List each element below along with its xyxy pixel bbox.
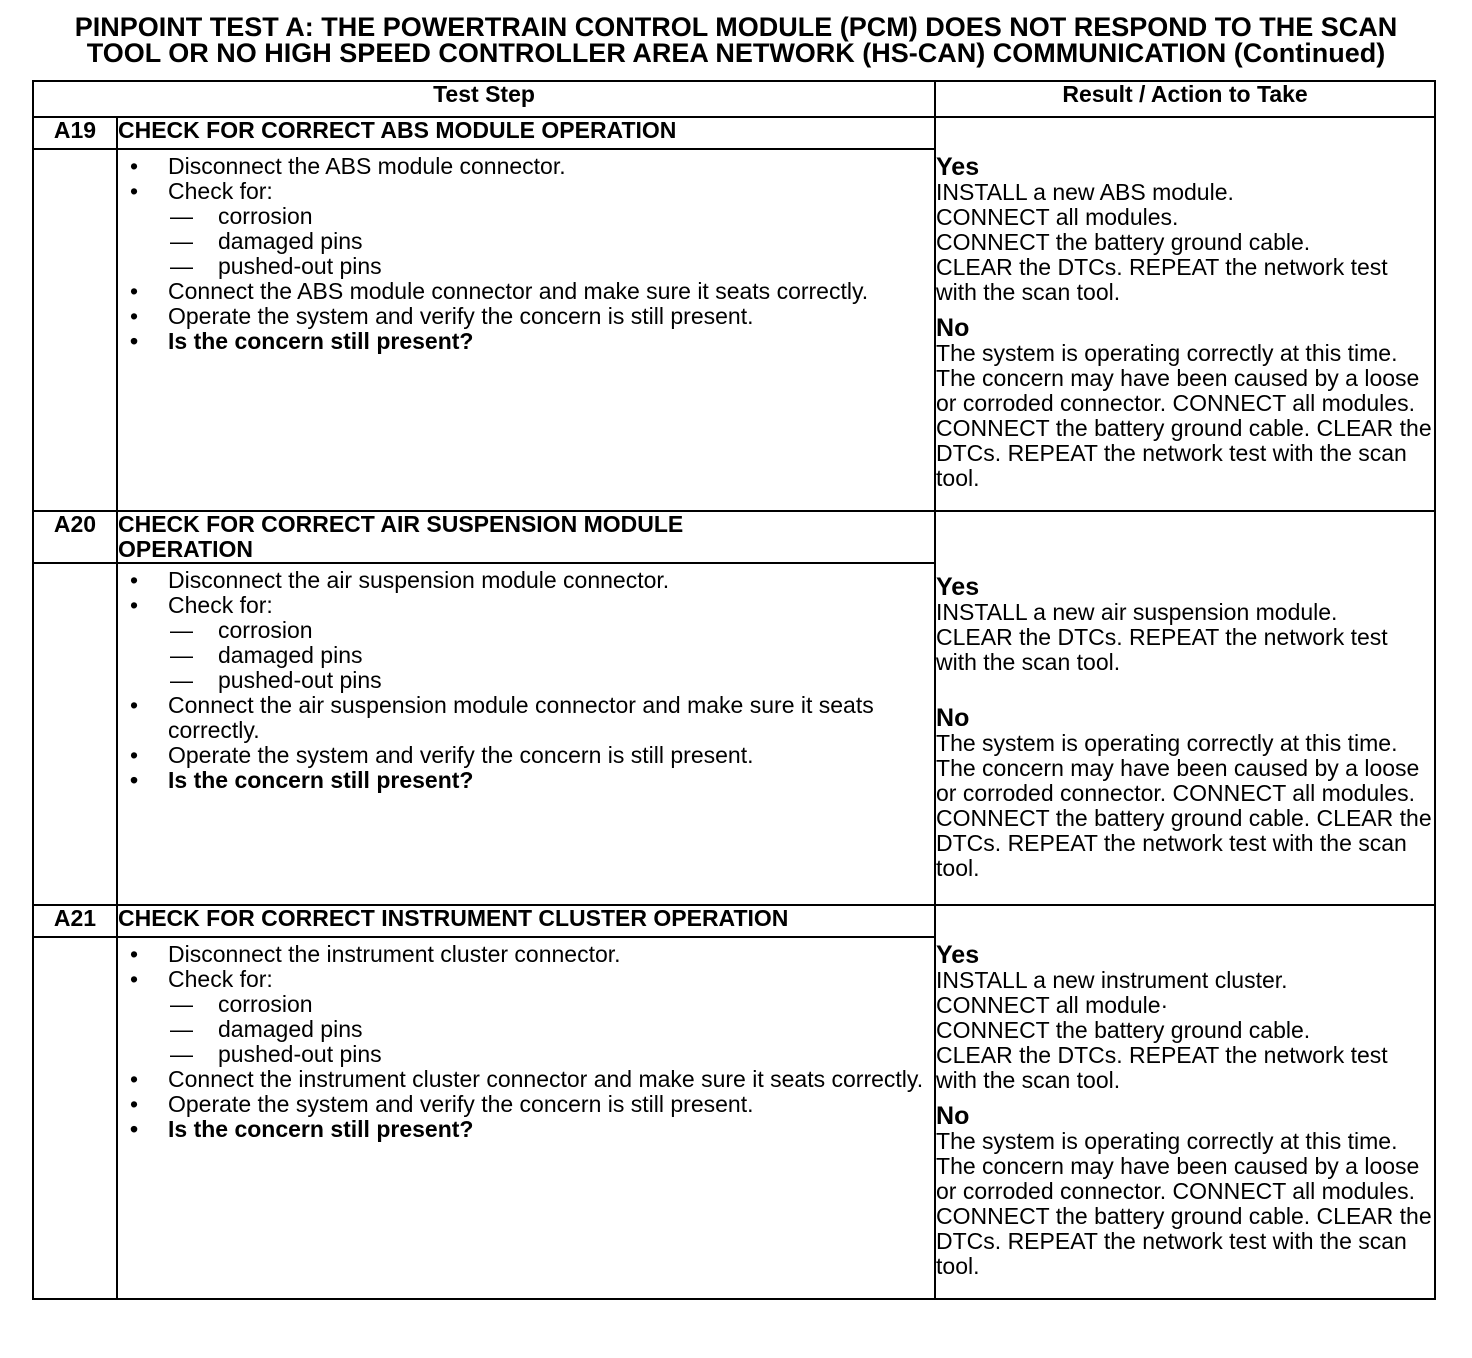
sub-item: — corrosion bbox=[170, 617, 313, 643]
step-title-row bbox=[33, 511, 1435, 563]
yes-action: INSTALL a new air suspension module. CLEAR the DTCs. REPEAT the network test with the scan tool. bbox=[936, 599, 1388, 675]
sub-item: — corrosion bbox=[170, 991, 313, 1017]
header-result: Result / Action to Take bbox=[935, 81, 1435, 117]
result-cell bbox=[935, 117, 1435, 511]
sub-item: — damaged pins bbox=[170, 642, 363, 668]
list-item: • Check for: bbox=[130, 178, 273, 204]
list-item: • Disconnect the instrument cluster connector. bbox=[130, 941, 621, 967]
list-item: • Check for: bbox=[130, 966, 273, 992]
step-title: CHECK FOR CORRECT AIR SUSPENSION MODULE OPERATION bbox=[117, 511, 935, 563]
step-title-row bbox=[33, 905, 1435, 937]
step-instructions bbox=[117, 937, 935, 1299]
yes-action: INSTALL a new instrument cluster. CONNECT all module· CONNECT the battery ground cable. CLEAR the DTCs. REPEAT the network test with the scan tool. bbox=[936, 967, 1388, 1093]
yes-label: Yes bbox=[936, 941, 980, 969]
list-item: • Check for: bbox=[130, 592, 273, 618]
step-title: CHECK FOR CORRECT ABS MODULE OPERATION bbox=[117, 117, 935, 149]
step-instructions bbox=[117, 149, 935, 511]
yes-action: INSTALL a new ABS module. CONNECT all modules. CONNECT the battery ground cable. CLEAR the DTCs. REPEAT the network test with the scan tool. bbox=[936, 179, 1388, 305]
sub-item: — damaged pins bbox=[170, 1016, 363, 1042]
sub-item: — corrosion bbox=[170, 203, 313, 229]
table-header-row bbox=[33, 81, 1435, 117]
list-item-question: • Is the concern still present? bbox=[130, 328, 474, 354]
no-label: No bbox=[936, 1102, 970, 1130]
step-number: A19 bbox=[33, 117, 117, 149]
step-title-row bbox=[33, 117, 1435, 149]
list-item: • Connect the air suspension module connector and make sure it seats correctly. bbox=[130, 692, 874, 743]
yes-label: Yes bbox=[936, 153, 980, 181]
list-item-question: • Is the concern still present? bbox=[130, 767, 474, 793]
no-action: The system is operating correctly at this time. The concern may have been caused by a loose or corroded connector. CONNECT all modules. CONNECT the battery ground cable. CLEAR the DTCs. REPEAT the network test with the scan tool. bbox=[936, 730, 1432, 881]
page-title bbox=[0, 14, 1472, 66]
list-item: • Connect the instrument cluster connector and make sure it seats correctly. bbox=[130, 1066, 924, 1092]
step-number: A21 bbox=[33, 905, 117, 937]
no-action: The system is operating correctly at this time. The concern may have been caused by a loose or corroded connector. CONNECT all modules. CONNECT the battery ground cable. CLEAR the DTCs. REPEAT the network test with the scan tool. bbox=[936, 340, 1432, 491]
no-action: The system is operating correctly at this time. The concern may have been caused by a loose or corroded connector. CONNECT all modules. CONNECT the battery ground cable. CLEAR the DTCs. REPEAT the network test with the scan tool. bbox=[936, 1128, 1432, 1279]
list-item: • Operate the system and verify the concern is still present. bbox=[130, 303, 754, 329]
no-label: No bbox=[936, 314, 970, 342]
pinpoint-test-table bbox=[32, 80, 1436, 1300]
list-item: • Connect the ABS module connector and make sure it seats correctly. bbox=[130, 278, 869, 304]
step-instructions bbox=[117, 563, 935, 905]
result-cell bbox=[935, 905, 1435, 1299]
sub-item: — pushed-out pins bbox=[170, 1041, 382, 1067]
list-item-question: • Is the concern still present? bbox=[130, 1116, 474, 1142]
sub-item: — damaged pins bbox=[170, 228, 363, 254]
list-item: • Operate the system and verify the concern is still present. bbox=[130, 742, 754, 768]
title-line-2: TOOL OR NO HIGH SPEED CONTROLLER AREA NETWORK (HS-CAN) COMMUNICATION (Continued) bbox=[86, 38, 1386, 68]
header-test-step: Test Step bbox=[33, 81, 935, 117]
sub-item: — pushed-out pins bbox=[170, 667, 382, 693]
step-number: A20 bbox=[33, 511, 117, 563]
title-line-1: PINPOINT TEST A: THE POWERTRAIN CONTROL MODULE (PCM) DOES NOT RESPOND TO THE SCAN bbox=[74, 12, 1398, 42]
list-item: • Disconnect the air suspension module connector. bbox=[130, 567, 670, 593]
list-item: • Operate the system and verify the concern is still present. bbox=[130, 1091, 754, 1117]
list-item: • Disconnect the ABS module connector. bbox=[130, 153, 566, 179]
yes-label: Yes bbox=[936, 573, 980, 601]
step-title: CHECK FOR CORRECT INSTRUMENT CLUSTER OPERATION bbox=[117, 905, 935, 937]
no-label: No bbox=[936, 704, 970, 732]
sub-item: — pushed-out pins bbox=[170, 253, 382, 279]
result-cell bbox=[935, 511, 1435, 905]
